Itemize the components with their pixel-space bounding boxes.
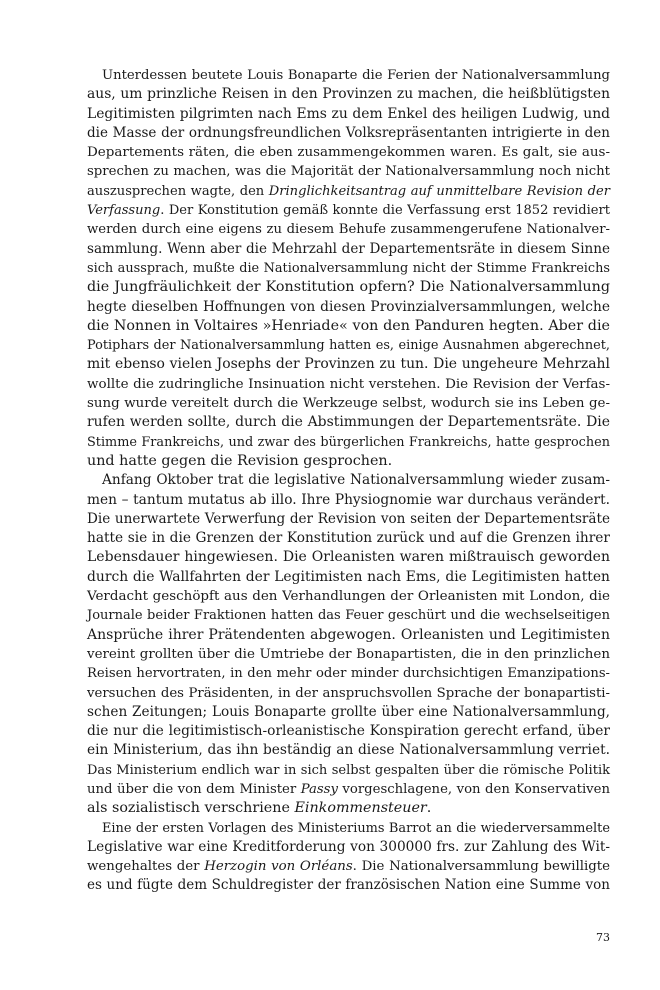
text-line <box>87 645 610 664</box>
text-line <box>87 703 610 722</box>
text-segment: rufen werden sollte, durch die Abstimmungen der Departementsräte. Die <box>87 414 610 431</box>
text-segment: Eine der ersten Vorlagen des Ministeriums Barrot an die wiederversammelte <box>102 820 610 836</box>
text-line <box>87 857 610 876</box>
italic-text: Einkommensteuer <box>294 800 427 817</box>
text-segment: . Der Konstitution gemäß konnte die Verfassung erst 1852 revidiert <box>160 203 610 219</box>
text-line <box>87 278 610 297</box>
text-segment: sung wurde vereitelt durch die Werkzeuge selbst, wodurch sie ins Leben ge- <box>87 396 610 412</box>
text-line <box>87 664 610 683</box>
text-segment: versuchen des Präsidenten, in der anspruchsvollen Sprache der bonapartisti- <box>87 685 610 701</box>
text-line <box>87 741 610 760</box>
text-line <box>87 394 610 413</box>
text-line <box>87 838 610 857</box>
text-line <box>87 259 610 278</box>
text-segment: es und fügte dem Schuldregister der französischen Nation eine Summe von <box>87 877 610 894</box>
text-line <box>87 355 610 374</box>
text-line <box>87 780 610 799</box>
text-line <box>87 413 610 432</box>
text-line <box>87 162 610 181</box>
text-line <box>87 587 610 606</box>
text-line <box>87 529 610 548</box>
text-segment: Departements räten, die eben zusammengekommen waren. Es galt, sie aus- <box>87 144 610 161</box>
text-line <box>87 375 610 394</box>
text-segment: wollte die zudringliche Insinuation nicht verstehen. Die Revision der Verfas- <box>87 376 610 392</box>
text-segment: sammlung. Wenn aber die Mehrzahl der Departementsräte in diesem Sinne <box>87 240 610 257</box>
page-number: 73 <box>596 931 610 944</box>
text-line <box>87 491 610 510</box>
text-segment: Stimme Frankreichs, und zwar des bürgerlichen Frankreichs, hatte gesprochen <box>87 434 610 450</box>
text-line <box>87 606 610 625</box>
text-line <box>87 240 610 259</box>
text-segment: Journale beider Fraktionen hatten das Feuer geschürt und die wechselseitigen <box>87 608 610 624</box>
text-segment: die nur die legitimistisch-orleanistische Konspiration gerecht erfand, über <box>87 723 610 740</box>
text-segment: Die unerwartete Verwerfung der Revision von seiten der Departementsräte <box>87 510 610 527</box>
text-line <box>87 317 610 336</box>
text-line <box>87 433 610 452</box>
text-segment: Legitimisten pilgrimten nach Ems zu dem Enkel des heiligen Ludwig, und <box>87 105 610 122</box>
text-line <box>87 761 610 780</box>
text-line <box>87 471 610 490</box>
text-line <box>87 66 610 85</box>
text-segment: Ansprüche ihrer Prätendenten abgewogen. Orleanisten und Legitimisten <box>87 626 610 643</box>
text-segment: men – tantum mutatus ab illo. Ihre Physiognomie war durchaus verändert. <box>87 491 610 508</box>
text-segment: . Die Nationalversammlung bewilligte <box>352 859 611 875</box>
text-segment: und hatte gegen die Revision gesprochen. <box>87 452 393 469</box>
text-line <box>87 85 610 104</box>
text-segment: hatte sie in die Grenzen der Konstitution zurück und auf die Grenzen ihrer <box>87 530 610 547</box>
text-segment: Lebensdauer hingewiesen. Die Orleanisten waren mißtrauisch geworden <box>87 549 610 566</box>
italic-text: Herzogin von Orléans <box>204 859 353 875</box>
italic-text: Passy <box>300 781 338 797</box>
text-line <box>87 876 610 895</box>
text-segment: wengehaltes der <box>87 859 205 875</box>
text-line <box>87 548 610 567</box>
text-segment: Legislative war eine Kreditforderung von 300000 frs. zur Zahlung des Wit- <box>87 838 610 855</box>
text-segment: aus, um prinzliche Reisen in den Provinzen zu machen, die heißblütigsten <box>87 86 610 103</box>
text-segment: die Jungfräulichkeit der Konstitution opfern? Die Nationalversammlung <box>87 279 610 296</box>
text-segment: Unterdessen beutete Louis Bonaparte die Ferien der Nationalversammlung <box>102 68 610 83</box>
text-line <box>87 182 610 201</box>
text-segment: Das Ministerium endlich war in sich selbst gespalten über die römische Politik <box>87 762 610 778</box>
text-line <box>87 799 610 818</box>
text-segment: durch die Wallfahrten der Legitimisten nach Ems, die Legitimisten hatten <box>87 568 610 585</box>
text-line <box>87 510 610 529</box>
text-segment: sich aussprach, mußte die Nationalversammlung nicht der Stimme Frankreichs <box>87 260 610 276</box>
text-line <box>87 298 610 317</box>
italic-text: Dringlichkeitsantrag auf unmittelbare Revision der <box>268 183 610 199</box>
text-line <box>87 336 610 355</box>
text-line <box>87 684 610 703</box>
text-line <box>87 452 610 471</box>
italic-text: Verfassung <box>87 203 161 219</box>
text-line <box>87 143 610 162</box>
text-line <box>87 626 610 645</box>
text-segment: Potiphars der Nationalversammlung hatten es, einige Ausnahmen abgerechnet, <box>87 338 610 354</box>
text-segment: Anfang Oktober trat die legislative Nationalversammlung wieder zusam- <box>102 472 610 489</box>
text-segment: auszusprechen wagte, den <box>87 183 269 199</box>
text-segment: vereint grollten über die Umtriebe der Bonapartisten, die in den prinzlichen <box>87 646 610 662</box>
text-segment: Reisen hervortraten, in den mehr oder minder durchsichtigen Emanzipations- <box>87 666 610 682</box>
text-segment: und über die von dem Minister <box>87 781 301 797</box>
body-text <box>87 66 610 896</box>
text-segment: mit ebenso vielen Josephs der Provinzen zu tun. Die ungeheure Mehrzahl <box>87 356 610 373</box>
text-line <box>87 819 610 838</box>
text-line <box>87 124 610 143</box>
text-segment: vorgeschlagene, von den Konservativen <box>337 781 610 797</box>
text-segment: ein Ministerium, das ihn beständig an diese Nationalversammlung verriet. <box>87 742 610 759</box>
text-segment: die Masse der ordnungsfreundlichen Volksrepräsentanten intrigierte in den <box>87 124 610 141</box>
text-segment: werden durch eine eigens zu diesem Behufe zusammengerufene Nationalver- <box>87 222 610 238</box>
text-line <box>87 722 610 741</box>
text-segment: die Nonnen in Voltaires »Henriade« von den Panduren hegten. Aber die <box>87 317 610 334</box>
text-segment: . <box>426 800 432 817</box>
text-line <box>87 220 610 239</box>
text-line <box>87 201 610 220</box>
text-segment: hegte dieselben Hoffnungen von diesen Provinzialversammlungen, welche <box>87 298 610 315</box>
text-segment: sprechen zu machen, was die Majorität der Nationalversammlung noch nicht <box>87 164 610 180</box>
text-line <box>87 568 610 587</box>
text-line <box>87 105 610 124</box>
text-segment: als sozialistisch verschriene <box>87 800 295 817</box>
text-segment: schen Zeitungen; Louis Bonaparte grollte über eine Nationalversammlung, <box>87 703 610 720</box>
text-segment: Verdacht geschöpft aus den Verhandlungen der Orleanisten mit London, die <box>87 589 610 605</box>
